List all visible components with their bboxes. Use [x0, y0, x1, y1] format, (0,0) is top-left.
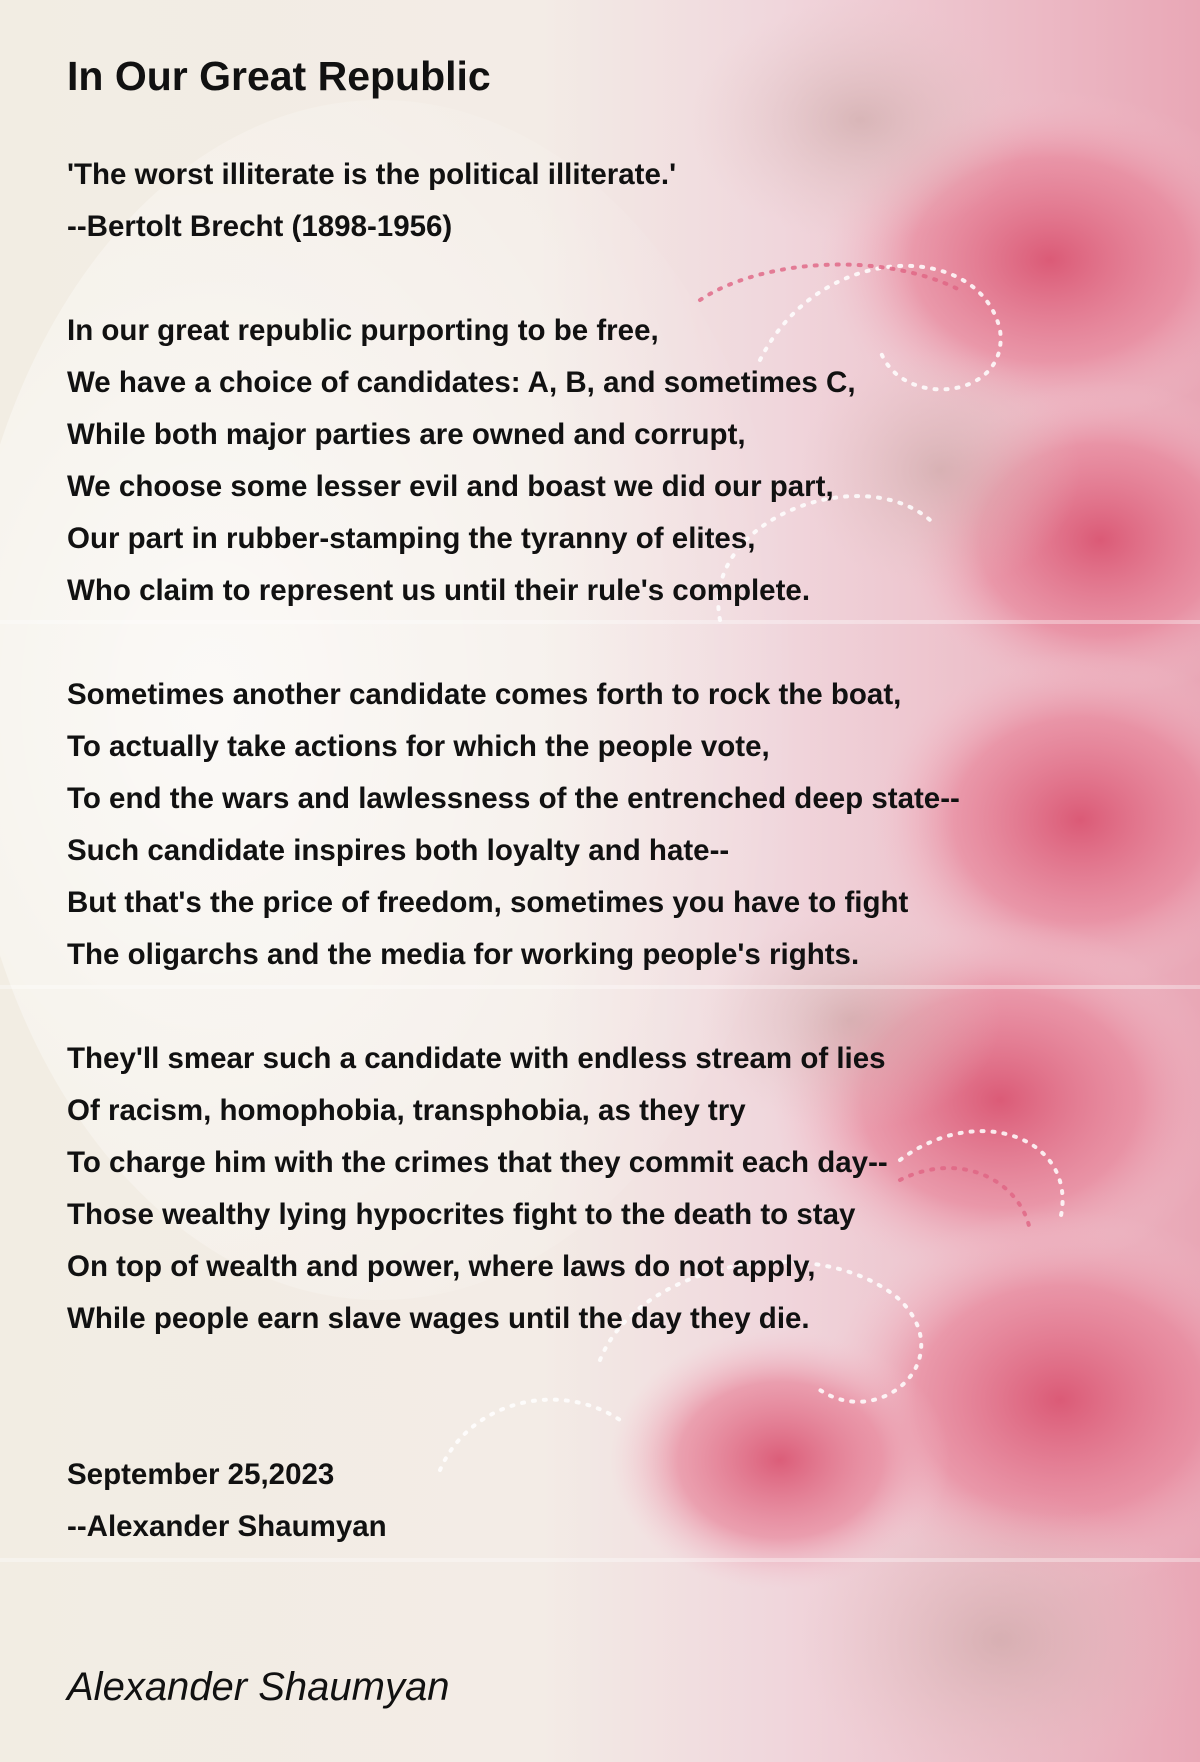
poem-line: To end the wars and lawlessness of the entrenched deep state--	[67, 782, 960, 815]
poem-date: September 25,2023	[67, 1458, 335, 1491]
poem-line: Those wealthy lying hypocrites fight to the death to stay	[67, 1198, 856, 1231]
author-signature: Alexander Shaumyan	[67, 1665, 450, 1709]
epigraph-line: 'The worst illiterate is the political illiterate.'	[67, 158, 677, 191]
poem-line: Sometimes another candidate comes forth to rock the boat,	[67, 678, 902, 711]
epigraph-attribution: --Bertolt Brecht (1898-1956)	[67, 210, 453, 243]
stanza-break	[67, 1345, 960, 1397]
poem-line: We have a choice of candidates: A, B, and sometimes C,	[67, 366, 856, 399]
poem-line: The oligarchs and the media for working people's rights.	[67, 938, 860, 971]
stanza-break	[67, 617, 960, 669]
poem-line: But that's the price of freedom, sometimes you have to fight	[67, 886, 909, 919]
poem-line: In our great republic purporting to be free,	[67, 314, 659, 347]
poem-body	[67, 149, 960, 1553]
stanza-break	[67, 253, 960, 305]
poem-line: To charge him with the crimes that they commit each day--	[67, 1146, 888, 1179]
poem-line: Our part in rubber-stamping the tyranny of elites,	[67, 522, 756, 555]
poem-line: Who claim to represent us until their rule's complete.	[67, 574, 811, 607]
poem-line: While people earn slave wages until the day they die.	[67, 1302, 810, 1335]
stanza-break	[67, 981, 960, 1033]
poem-line: Such candidate inspires both loyalty and hate--	[67, 834, 730, 867]
poem-line: While both major parties are owned and corrupt,	[67, 418, 746, 451]
poem-line: To actually take actions for which the people vote,	[67, 730, 770, 763]
poem-title: In Our Great Republic	[67, 53, 491, 99]
poem-line: Of racism, homophobia, transphobia, as they try	[67, 1094, 746, 1127]
stanza-break	[67, 1397, 960, 1449]
poem-line: They'll smear such a candidate with endless stream of lies	[67, 1042, 886, 1075]
poem-line: We choose some lesser evil and boast we did our part,	[67, 470, 834, 503]
poem-line: On top of wealth and power, where laws do not apply,	[67, 1250, 816, 1283]
poem-byline: --Alexander Shaumyan	[67, 1510, 387, 1543]
